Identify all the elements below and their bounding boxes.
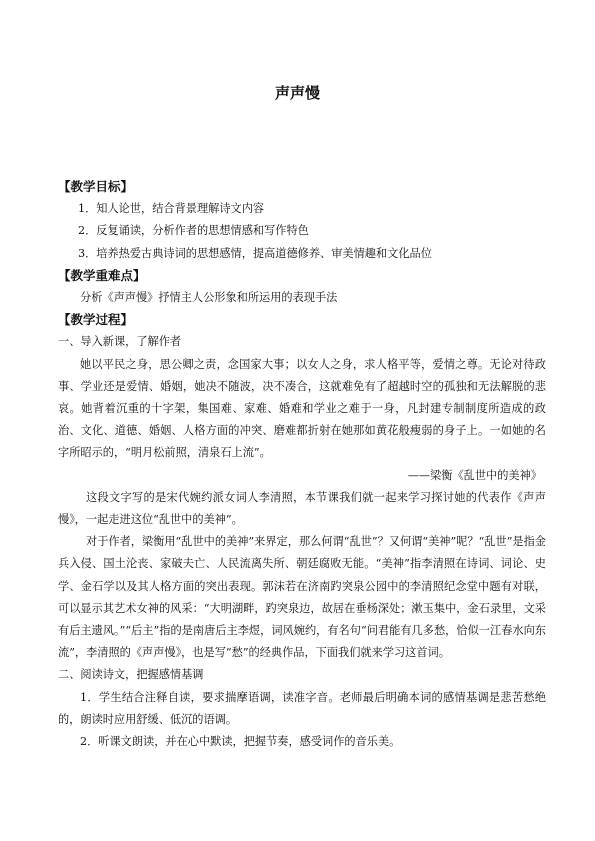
goal-item: 2．反复诵读，分析作者的思想情感和写作特色	[78, 224, 309, 238]
reading-step-2: 2．听课文朗读，并在心中默读，把握节奏，感受词作的音乐美。	[80, 735, 401, 749]
reading-step-1: 1．学生结合注释自读，要求揣摩语调，读准字音。老师最后明确本词的感情基调是悲苦愁绝的，朗读时应用舒缓、低沉的语调。	[58, 690, 546, 726]
key-points-heading: 【教学重难点】	[58, 267, 146, 283]
goal-item: 3．培养热爱古典诗词的思想感情，提高道德修养、审美情趣和文化品位	[78, 246, 432, 260]
author-detail-paragraph: 对于作者，梁衡用“乱世中的美神”来界定，那么何谓“乱世”？又何谓“美神”呢？“乱世”是指金兵入侵、国土沦丧、家破夫亡、人民流离失所、朝廷腐败无能。“美神”指李清照在诗词、词论、史学、金石学以及其人格方面的突出表现。郭沫若在济南趵突泉公园中的李清照纪念堂中题有对联，可以显示其艺术女神的风采：“大明湖畔，趵突泉边，故居在垂杨深处；漱玉集中，金石录里，文采有后主遗风。”“后主”指的是南唐后主李煜，词风婉约，有名句“问君能有几多愁，恰似一江春水向东流”，李清照的《声声慢》，也是写“愁”的经典作品，下面我们就来学习这首词。	[58, 535, 546, 660]
goals-heading: 【教学目标】	[58, 179, 134, 194]
author-intro-paragraph: 这段文字写的是宋代婉约派女词人李清照，本节课我们就一起来学习探讨她的代表作《声声慢》，一起走进这位“乱世中的美神”。	[58, 490, 546, 526]
section-title: 二、阅读诗文，把握感情基调	[58, 668, 204, 682]
quote-citation: ——梁衡《乱世中的美神》	[407, 468, 542, 482]
key-points-text: 分析《声声慢》抒情主人公形象和所运用的表现手法	[80, 290, 338, 304]
process-heading: 【教学过程】	[58, 312, 134, 328]
page-title: 声声慢	[274, 84, 320, 102]
document-body	[58, 176, 546, 753]
goal-item: 1．知人论世，结合背景理解诗文内容	[78, 202, 265, 216]
section-title: 一、导入新课，了解作者	[58, 335, 182, 349]
intro-quote-paragraph: 她以平民之身，思公卿之责，念国家大事；以女人之身，求人格平等，爱情之尊。无论对待政事、学业还是爱情、婚姻，她决不随波，决不凑合，这就难免有了超越时空的孤独和无法解脱的悲哀。她背着沉重的十字架，集国难、家难、婚难和学业之难于一身，凡封建专制制度所造成的政治、文化、道德、婚姻、人格方面的冲突、磨难都折射在她那如黄花般瘦弱的身子上。一如她的名字所昭示的，“明月松前照，清泉石上流”。	[58, 357, 546, 460]
